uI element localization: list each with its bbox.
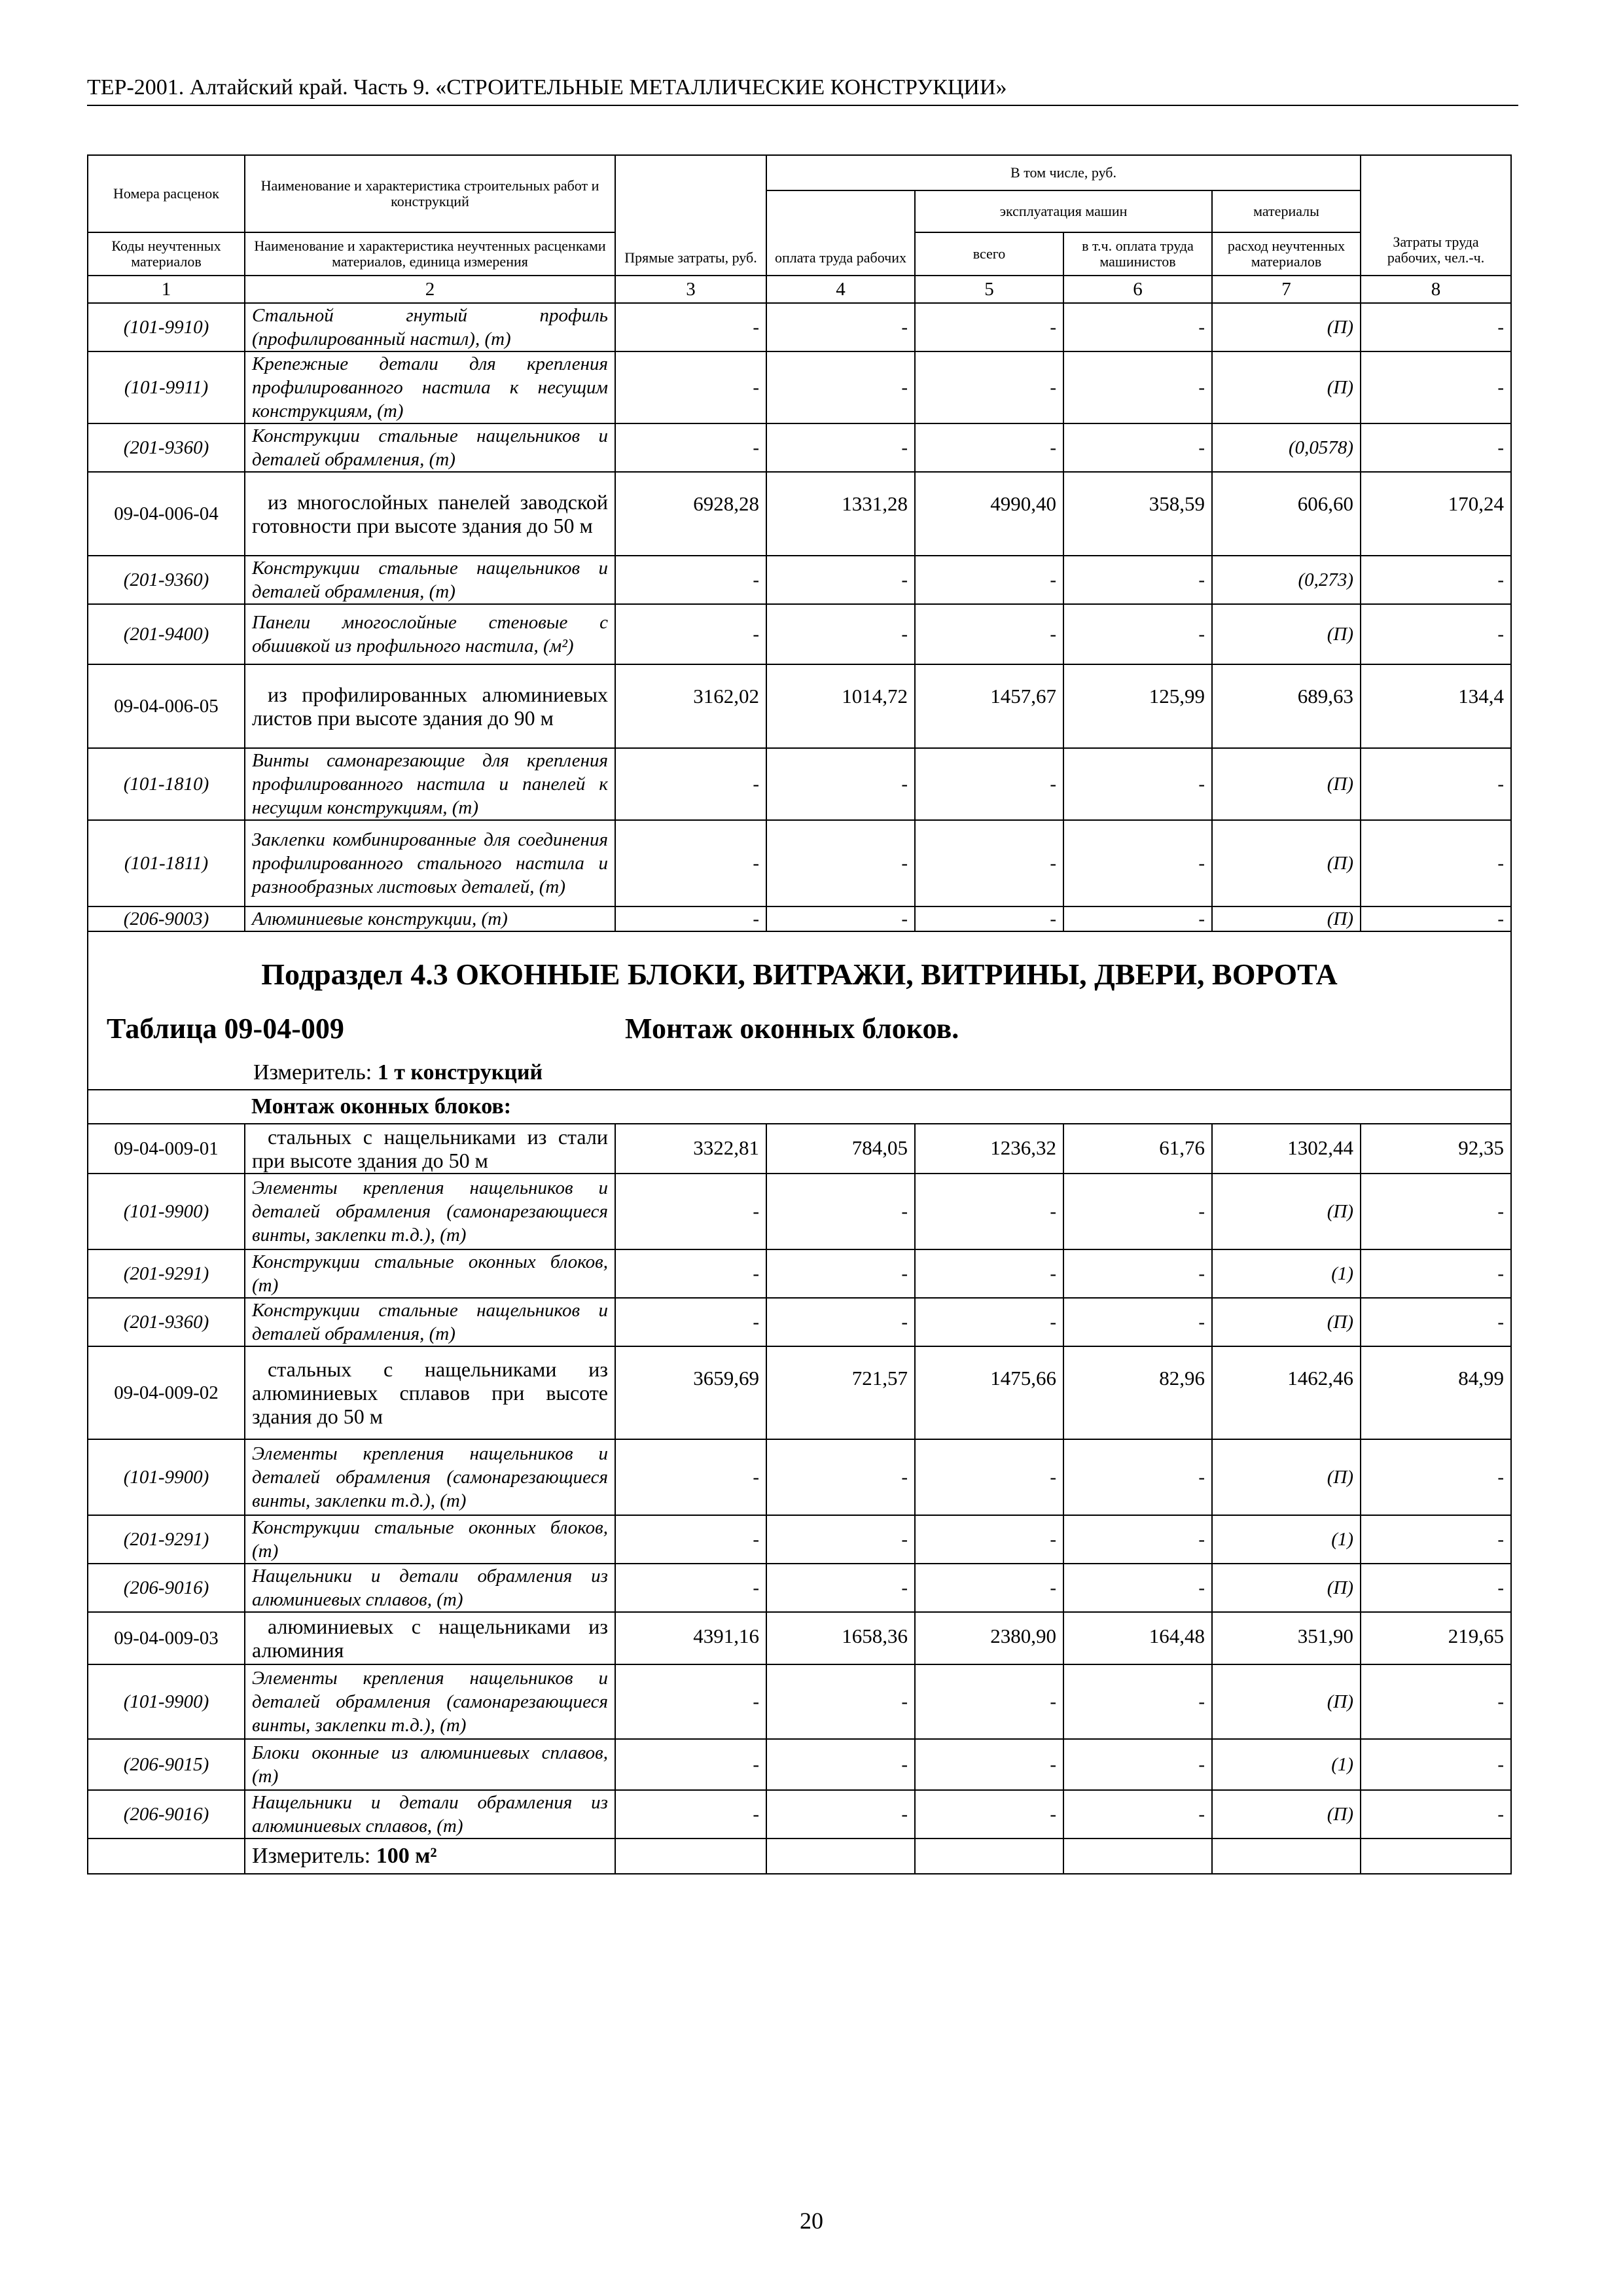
footer-meter-label: Измеритель: bbox=[252, 1844, 371, 1868]
rate-row bbox=[88, 1346, 1511, 1439]
material-row bbox=[88, 1790, 1511, 1839]
section-title: Подраздел 4.3 ОКОННЫЕ БЛОКИ, ВИТРАЖИ, ВИТРИНЫ, ДВЕРИ, ВОРОТА bbox=[261, 958, 1338, 991]
page-header: ТЕР-2001. Алтайский край. Часть 9. «СТРОИТЕЛЬНЫЕ МЕТАЛЛИЧЕСКИЕ КОНСТРУКЦИИ» bbox=[87, 73, 1518, 106]
rate-row bbox=[88, 1124, 1511, 1174]
value-cell: 1014,72 bbox=[766, 664, 915, 748]
value-cell: (П) bbox=[1212, 1664, 1361, 1739]
column-number: 8 bbox=[1361, 276, 1511, 303]
value-cell: - bbox=[766, 1298, 915, 1346]
material-row bbox=[88, 303, 1511, 351]
value-cell: 689,63 bbox=[1212, 664, 1361, 748]
value-cell: (0,0578) bbox=[1212, 423, 1361, 472]
column-number: 4 bbox=[766, 276, 915, 303]
value-cell: 1462,46 bbox=[1212, 1346, 1361, 1439]
material-row bbox=[88, 423, 1511, 472]
value-cell: 1457,67 bbox=[915, 664, 1063, 748]
value-cell: (П) bbox=[1212, 1439, 1361, 1515]
value-cell: 170,24 bbox=[1361, 472, 1511, 556]
rate-row bbox=[88, 1612, 1511, 1664]
value-cell: - bbox=[1063, 1249, 1212, 1298]
value-cell: 82,96 bbox=[1063, 1346, 1212, 1439]
material-code: (101-9910) bbox=[88, 303, 245, 351]
material-row bbox=[88, 351, 1511, 423]
value-cell: (П) bbox=[1212, 303, 1361, 351]
value-cell: - bbox=[766, 906, 915, 931]
material-name: Алюминиевые конструкции, (т) bbox=[245, 906, 615, 931]
material-row bbox=[88, 556, 1511, 604]
material-code: (206-9003) bbox=[88, 906, 245, 931]
header-machinist-wages: в т.ч. оплата труда машинистов bbox=[1063, 232, 1212, 276]
material-row bbox=[88, 820, 1511, 906]
value-cell: 1475,66 bbox=[915, 1346, 1063, 1439]
value-cell: (П) bbox=[1212, 604, 1361, 664]
header-material-codes: Коды неучтенных материалов bbox=[88, 232, 245, 276]
value-cell: (П) bbox=[1212, 906, 1361, 931]
value-cell: 351,90 bbox=[1212, 1612, 1361, 1664]
value-cell: - bbox=[1361, 1515, 1511, 1564]
material-code: (201-9360) bbox=[88, 1298, 245, 1346]
material-code: (101-1811) bbox=[88, 820, 245, 906]
header-labor-costs: Затраты труда рабочих, чел.-ч. bbox=[1361, 155, 1511, 276]
material-code: (201-9291) bbox=[88, 1515, 245, 1564]
value-cell: 3659,69 bbox=[615, 1346, 766, 1439]
value-cell: - bbox=[1063, 1298, 1212, 1346]
value-cell: - bbox=[915, 1664, 1063, 1739]
rate-code: 09-04-009-03 bbox=[88, 1612, 245, 1664]
header-worker-wages: оплата труда рабочих bbox=[766, 190, 915, 276]
table-title: Монтаж оконных блоков. bbox=[625, 1013, 959, 1045]
column-number: 7 bbox=[1212, 276, 1361, 303]
value-cell: - bbox=[615, 1298, 766, 1346]
value-cell: - bbox=[915, 1298, 1063, 1346]
value-cell: - bbox=[615, 1439, 766, 1515]
value-cell: (П) bbox=[1212, 1298, 1361, 1346]
value-cell: - bbox=[615, 1790, 766, 1839]
column-number: 5 bbox=[915, 276, 1063, 303]
value-cell: (П) bbox=[1212, 1174, 1361, 1249]
header-materials: материалы bbox=[1212, 190, 1361, 232]
subheading: Монтаж оконных блоков: bbox=[245, 1090, 1511, 1124]
material-name: Конструкции стальные нащельников и деталей обрамления, (т) bbox=[245, 423, 615, 472]
value-cell: 134,4 bbox=[1361, 664, 1511, 748]
value-cell: - bbox=[1361, 1790, 1511, 1839]
value-cell: - bbox=[615, 351, 766, 423]
material-row bbox=[88, 906, 1511, 931]
material-code: (201-9360) bbox=[88, 423, 245, 472]
value-cell: - bbox=[1361, 906, 1511, 931]
column-numbers-row bbox=[88, 276, 1511, 303]
rate-code: 09-04-009-01 bbox=[88, 1124, 245, 1174]
rates-table bbox=[87, 154, 1512, 1874]
value-cell: - bbox=[615, 906, 766, 931]
header-machines-total: всего bbox=[915, 232, 1063, 276]
value-cell: - bbox=[915, 748, 1063, 820]
value-cell: - bbox=[1361, 604, 1511, 664]
value-cell: - bbox=[1361, 1439, 1511, 1515]
meter-line bbox=[253, 1060, 543, 1085]
value-cell: - bbox=[1361, 1664, 1511, 1739]
value-cell: - bbox=[1361, 1174, 1511, 1249]
rate-name: из профилированных алюминиевых листов при высоте здания до 90 м bbox=[245, 664, 615, 748]
value-cell: - bbox=[915, 1249, 1063, 1298]
value-cell: - bbox=[915, 1790, 1063, 1839]
material-code: (206-9016) bbox=[88, 1790, 245, 1839]
value-cell: - bbox=[615, 1174, 766, 1249]
value-cell: 84,99 bbox=[1361, 1346, 1511, 1439]
value-cell: 219,65 bbox=[1361, 1612, 1511, 1664]
material-name: Стальной гнутый профиль (профилированный настил), (т) bbox=[245, 303, 615, 351]
value-cell: - bbox=[615, 423, 766, 472]
rate-name: из многослойных панелей заводской готовности при высоте здания до 50 м bbox=[245, 472, 615, 556]
material-code: (206-9015) bbox=[88, 1739, 245, 1790]
material-row bbox=[88, 1174, 1511, 1249]
value-cell: (П) bbox=[1212, 1790, 1361, 1839]
value-cell: 164,48 bbox=[1063, 1612, 1212, 1664]
material-row bbox=[88, 1739, 1511, 1790]
material-code: (101-9900) bbox=[88, 1174, 245, 1249]
value-cell: - bbox=[1361, 820, 1511, 906]
material-row bbox=[88, 1249, 1511, 1298]
value-cell: 3322,81 bbox=[615, 1124, 766, 1174]
value-cell: - bbox=[915, 820, 1063, 906]
material-code: (201-9400) bbox=[88, 604, 245, 664]
value-cell: - bbox=[1063, 303, 1212, 351]
meter-label: Измеритель: bbox=[253, 1060, 372, 1085]
value-cell: - bbox=[1063, 556, 1212, 604]
value-cell: - bbox=[615, 820, 766, 906]
header-material-names: Наименование и характеристика неучтенных расценками материалов, единица измерения bbox=[245, 232, 615, 276]
value-cell: - bbox=[615, 748, 766, 820]
header-rate-numbers: Номера расценок bbox=[88, 155, 245, 232]
value-cell: - bbox=[766, 820, 915, 906]
value-cell: - bbox=[1063, 1664, 1212, 1739]
value-cell: - bbox=[1063, 906, 1212, 931]
column-number: 2 bbox=[245, 276, 615, 303]
value-cell: - bbox=[1361, 556, 1511, 604]
value-cell: 1658,36 bbox=[766, 1612, 915, 1664]
rate-name: алюминиевых с нащельниками из алюминия bbox=[245, 1612, 615, 1664]
value-cell: - bbox=[766, 1564, 915, 1612]
header-work-names: Наименование и характеристика строительных работ и конструкций bbox=[245, 155, 615, 232]
value-cell: 6928,28 bbox=[615, 472, 766, 556]
value-cell: 1302,44 bbox=[1212, 1124, 1361, 1174]
value-cell: - bbox=[1063, 1790, 1212, 1839]
value-cell: - bbox=[766, 1739, 915, 1790]
material-name: Нащельники и детали обрамления из алюминиевых сплавов, (т) bbox=[245, 1564, 615, 1612]
value-cell: - bbox=[1063, 1739, 1212, 1790]
material-code: (101-9911) bbox=[88, 351, 245, 423]
value-cell: 358,59 bbox=[1063, 472, 1212, 556]
column-number: 3 bbox=[615, 276, 766, 303]
material-name: Элементы крепления нащельников и деталей обрамления (самонарезающиеся винты, заклепки т.д.), (т) bbox=[245, 1664, 615, 1739]
material-name: Элементы крепления нащельников и деталей обрамления (самонарезающиеся винты, заклепки т.д.), (т) bbox=[245, 1174, 615, 1249]
meter-value: 1 т конструкций bbox=[377, 1060, 543, 1085]
value-cell: 4391,16 bbox=[615, 1612, 766, 1664]
value-cell: - bbox=[766, 556, 915, 604]
material-name: Конструкции стальные нащельников и деталей обрамления, (т) bbox=[245, 556, 615, 604]
value-cell: - bbox=[766, 423, 915, 472]
value-cell: - bbox=[766, 1174, 915, 1249]
header-material-usage: расход неучтенных материалов bbox=[1212, 232, 1361, 276]
material-code: (201-9291) bbox=[88, 1249, 245, 1298]
value-cell: - bbox=[1361, 1564, 1511, 1612]
material-name: Винты самонарезающие для крепления профилированного настила и панелей к несущим конструкциям, (т) bbox=[245, 748, 615, 820]
material-name: Конструкции стальные нащельников и деталей обрамления, (т) bbox=[245, 1298, 615, 1346]
material-row bbox=[88, 748, 1511, 820]
value-cell: 1331,28 bbox=[766, 472, 915, 556]
value-cell: 606,60 bbox=[1212, 472, 1361, 556]
value-cell: - bbox=[615, 1739, 766, 1790]
value-cell: - bbox=[1361, 351, 1511, 423]
material-name: Панели многослойные стеновые с обшивкой из профильного настила, (м²) bbox=[245, 604, 615, 664]
value-cell: - bbox=[1361, 1249, 1511, 1298]
footer-meter-value: 100 м² bbox=[376, 1844, 437, 1868]
rate-name: стальных с нащельниками из стали при высоте здания до 50 м bbox=[245, 1124, 615, 1174]
value-cell: - bbox=[615, 303, 766, 351]
material-name: Конструкции стальные оконных блоков, (т) bbox=[245, 1249, 615, 1298]
value-cell: 784,05 bbox=[766, 1124, 915, 1174]
value-cell: (П) bbox=[1212, 1564, 1361, 1612]
value-cell: - bbox=[1063, 1564, 1212, 1612]
value-cell: - bbox=[915, 1174, 1063, 1249]
value-cell: - bbox=[915, 423, 1063, 472]
value-cell: (0,273) bbox=[1212, 556, 1361, 604]
value-cell: 61,76 bbox=[1063, 1124, 1212, 1174]
rate-row bbox=[88, 664, 1511, 748]
value-cell: - bbox=[1063, 351, 1212, 423]
value-cell: 125,99 bbox=[1063, 664, 1212, 748]
value-cell: - bbox=[615, 1249, 766, 1298]
material-name: Конструкции стальные оконных блоков, (т) bbox=[245, 1515, 615, 1564]
header-including: В том числе, руб. bbox=[766, 155, 1361, 190]
value-cell: - bbox=[1361, 1298, 1511, 1346]
footer-meter bbox=[245, 1839, 615, 1874]
value-cell: - bbox=[915, 604, 1063, 664]
table-number: Таблица 09-04-009 bbox=[107, 1013, 344, 1045]
material-code: (201-9360) bbox=[88, 556, 245, 604]
value-cell: - bbox=[615, 556, 766, 604]
section-row bbox=[88, 931, 1511, 1090]
page-number: 20 bbox=[800, 2208, 823, 2234]
value-cell: - bbox=[915, 1564, 1063, 1612]
value-cell: (1) bbox=[1212, 1249, 1361, 1298]
value-cell: - bbox=[615, 1564, 766, 1612]
rate-code: 09-04-009-02 bbox=[88, 1346, 245, 1439]
value-cell: - bbox=[766, 1439, 915, 1515]
value-cell: - bbox=[915, 303, 1063, 351]
value-cell: - bbox=[1063, 1439, 1212, 1515]
value-cell: 2380,90 bbox=[915, 1612, 1063, 1664]
material-code: (101-9900) bbox=[88, 1439, 245, 1515]
value-cell: - bbox=[766, 351, 915, 423]
material-name: Заклепки комбинированные для соединения профилированного стального настила и разнообразных листовых деталей, (т) bbox=[245, 820, 615, 906]
value-cell: - bbox=[615, 1664, 766, 1739]
value-cell: - bbox=[1063, 748, 1212, 820]
rate-code: 09-04-006-05 bbox=[88, 664, 245, 748]
value-cell: 92,35 bbox=[1361, 1124, 1511, 1174]
material-code: (101-1810) bbox=[88, 748, 245, 820]
value-cell: - bbox=[766, 1790, 915, 1839]
material-row bbox=[88, 604, 1511, 664]
value-cell: (1) bbox=[1212, 1515, 1361, 1564]
value-cell: - bbox=[1063, 423, 1212, 472]
material-row bbox=[88, 1664, 1511, 1739]
value-cell: - bbox=[915, 906, 1063, 931]
value-cell: - bbox=[1063, 1515, 1212, 1564]
header-machines: эксплуатация машин bbox=[915, 190, 1212, 232]
column-number: 1 bbox=[88, 276, 245, 303]
material-row bbox=[88, 1439, 1511, 1515]
column-number: 6 bbox=[1063, 276, 1212, 303]
rate-name: стальных с нащельниками из алюминиевых сплавов при высоте здания до 50 м bbox=[245, 1346, 615, 1439]
material-code: (206-9016) bbox=[88, 1564, 245, 1612]
value-cell: (П) bbox=[1212, 820, 1361, 906]
material-row bbox=[88, 1515, 1511, 1564]
value-cell: (1) bbox=[1212, 1739, 1361, 1790]
value-cell: - bbox=[915, 1739, 1063, 1790]
material-name: Блоки оконные из алюминиевых сплавов, (т) bbox=[245, 1739, 615, 1790]
value-cell: 3162,02 bbox=[615, 664, 766, 748]
value-cell: - bbox=[615, 604, 766, 664]
value-cell: 721,57 bbox=[766, 1346, 915, 1439]
value-cell: - bbox=[766, 303, 915, 351]
value-cell: 1236,32 bbox=[915, 1124, 1063, 1174]
material-name: Крепежные детали для крепления профилированного настила к несущим конструкциям, (т) bbox=[245, 351, 615, 423]
value-cell: - bbox=[615, 1515, 766, 1564]
value-cell: - bbox=[915, 1439, 1063, 1515]
value-cell: (П) bbox=[1212, 748, 1361, 820]
value-cell: - bbox=[915, 351, 1063, 423]
value-cell: - bbox=[1361, 303, 1511, 351]
value-cell: - bbox=[1361, 1739, 1511, 1790]
value-cell: - bbox=[915, 1515, 1063, 1564]
value-cell: - bbox=[766, 1664, 915, 1739]
value-cell: - bbox=[766, 1249, 915, 1298]
rate-code: 09-04-006-04 bbox=[88, 472, 245, 556]
material-code: (101-9900) bbox=[88, 1664, 245, 1739]
value-cell: - bbox=[1361, 748, 1511, 820]
value-cell: - bbox=[1361, 423, 1511, 472]
value-cell: - bbox=[766, 748, 915, 820]
material-row bbox=[88, 1564, 1511, 1612]
material-row bbox=[88, 1298, 1511, 1346]
header-direct-costs: Прямые затраты, руб. bbox=[615, 155, 766, 276]
value-cell: 4990,40 bbox=[915, 472, 1063, 556]
value-cell: - bbox=[766, 1515, 915, 1564]
value-cell: - bbox=[1063, 604, 1212, 664]
value-cell: - bbox=[766, 604, 915, 664]
value-cell: - bbox=[1063, 820, 1212, 906]
material-name: Элементы крепления нащельников и деталей обрамления (самонарезающиеся винты, заклепки т.д.), (т) bbox=[245, 1439, 615, 1515]
value-cell: - bbox=[915, 556, 1063, 604]
rate-row bbox=[88, 472, 1511, 556]
material-name: Нащельники и детали обрамления из алюминиевых сплавов, (т) bbox=[245, 1790, 615, 1839]
value-cell: - bbox=[1063, 1174, 1212, 1249]
value-cell: (П) bbox=[1212, 351, 1361, 423]
